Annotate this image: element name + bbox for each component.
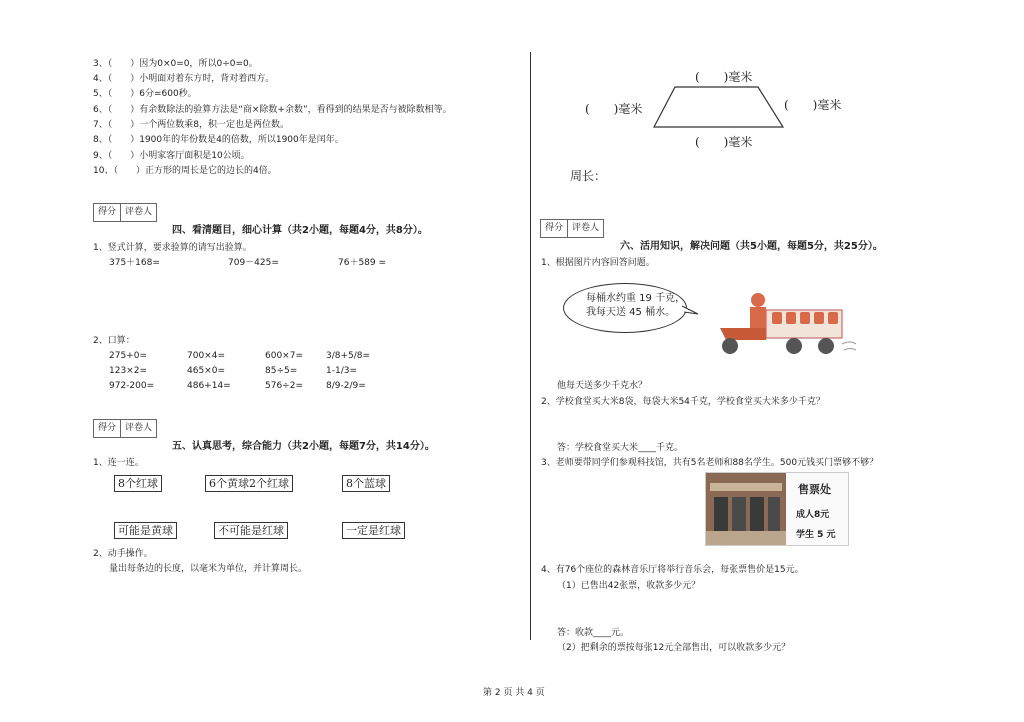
mental-item: 8/9-2/9= [326,381,366,391]
judge-item: 5、（ ）6分=600秒。 [93,89,197,99]
score-label: 得分 [94,204,121,221]
mental-item: 1-1/3= [326,366,357,376]
judge-item: 6、（ ）有余数除法的验算方法是“商×除数+余数”，看得到的结果是否与被除数相等。 [93,105,452,115]
judge-item: 10、（ ）正方形的周长是它的边长的4倍。 [93,166,277,176]
ticket-title: 售票处 [798,483,831,496]
q1-ask: 他每天送多少千克水？ [557,381,648,391]
ball-box: 一定是红球 [342,522,405,539]
ticket-adult: 成人8元 [796,510,830,520]
ticket-office-image [705,472,849,546]
score-box-sec6 [540,219,604,238]
mental-item: 972-200= [109,381,155,391]
sec6-q1: 1、根据图片内容回答问题。 [541,258,655,268]
ticket-student: 学生 5 元 [796,530,836,540]
building-photo-icon [706,473,786,545]
column-divider [530,52,531,640]
judge-item: 4、（ ）小明面对着东方时，背对着西方。 [93,74,275,84]
calc-item: 375＋168= [109,258,160,268]
mental-item: 275+0= [109,351,147,361]
bubble-line1: 每桶水约重 19 千克， [586,293,686,304]
sec4-q1: 1、竖式计算，要求验算的请写出验算。 [93,243,252,253]
trap-right-label: ( )毫米 [784,98,842,112]
mental-item: 3/8+5/8= [326,351,371,361]
judge-item: 9、（ ）小明家客厅面积是10公顷。 [93,151,250,161]
score-label: 得分 [541,220,568,237]
calc-item: 76＋589 = [338,258,387,268]
ball-box: 8个蓝球 [342,475,390,492]
reviewer-label: 评卷人 [572,223,600,233]
mental-item: 465×0= [187,366,225,376]
mental-item: 600×7= [265,351,303,361]
sec6-q4: 4、有76个座位的森林音乐厅将举行音乐会，每张票售价是15元。 [541,565,804,575]
trap-left-label: ( )毫米 [585,102,643,116]
sec6-q2: 2、学校食堂买大米8袋，每袋大米54千克，学校食堂买大米多少千克？ [541,397,825,407]
trap-bottom-label: ( )毫米 [695,135,753,149]
score-box-sec5 [93,419,157,438]
q4-answer: 答：收款____元。 [557,628,630,638]
score-label: 得分 [94,420,121,437]
trap-top-label: ( )毫米 [695,70,753,84]
judge-item: 8、（ ）1900年的年份数是4的倍数，所以1900年是闰年。 [93,135,344,145]
delivery-tricycle-illustration [716,288,862,360]
section-6-title: 六、活用知识，解决问题（共5小题，每题5分，共25分）。 [620,241,883,252]
ball-box: 6个黄球2个红球 [205,475,293,492]
section-5-title: 五、认真思考，综合能力（共2小题，每题7分，共14分）。 [172,441,435,452]
q4-part2: （2）把剩余的票按每张12元全部售出，可以收款多少元？ [557,643,791,653]
calc-item: 709－425= [228,258,279,268]
reviewer-label: 评卷人 [125,423,153,433]
q4-part1: （1）已售出42张票，收款多少元？ [557,581,701,591]
score-box-sec4 [93,203,157,222]
q2-answer: 答：学校食堂买大米____千克。 [557,443,684,453]
sec4-q2: 2、口算： [93,336,135,346]
mental-item: 85÷5= [265,366,298,376]
mental-item: 486+14= [187,381,231,391]
perimeter-label: 周长： [570,169,607,183]
trapezoid-figure [640,80,790,135]
sec6-q3: 3、老师要带同学们参观科技馆，共有5名老师和88名学生。500元钱买门票够不够？ [541,458,879,468]
judge-item: 7、（ ）一个两位数乘8，积一定也是两位数。 [93,120,289,130]
section-4-title: 四、看清题目，细心计算（共2小题，每题4分，共8分）。 [172,225,428,236]
ball-box: 8个红球 [114,475,162,492]
sec5-q2-desc: 量出每条边的长度，以毫米为单位，并计算周长。 [109,564,308,574]
mental-item: 123×2= [109,366,147,376]
sec5-q2: 2、动手操作。 [93,549,153,559]
reviewer-label: 评卷人 [125,207,153,217]
ball-box: 不可能是红球 [214,522,288,539]
judge-item: 3、（ ）因为0×0=0，所以0÷0=0。 [93,59,258,69]
mental-item: 700×4= [187,351,225,361]
mental-item: 576÷2= [265,381,303,391]
bubble-line2: 我每天送 45 桶水。 [586,307,676,318]
page-footer: 第 2 页 共 4 页 [483,688,545,698]
sec5-q1: 1、连一连。 [93,458,144,468]
ball-box: 可能是黄球 [114,522,177,539]
